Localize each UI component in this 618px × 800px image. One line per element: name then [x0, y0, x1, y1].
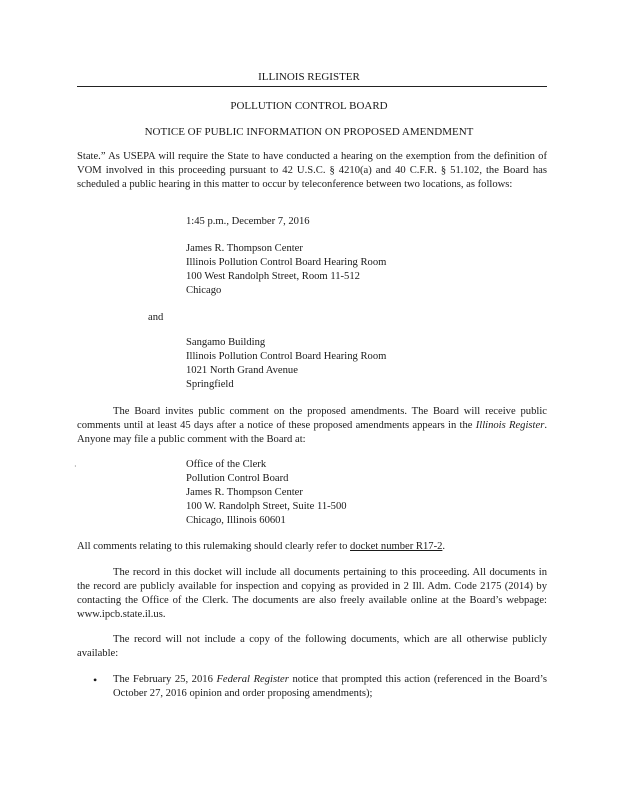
bullet-text-start: The February 25, 2016 — [113, 674, 217, 685]
bullet-text-end: notice that prompted this action (referenced in the Board’s October 27, 2016 opinion and order proposing amendments); — [113, 674, 547, 699]
address-line: 100 W. Randolph Street, Suite 11-500 — [186, 501, 347, 512]
header-rule — [77, 86, 547, 87]
address-line: Illinois Pollution Control Board Hearing Room — [186, 351, 387, 362]
address-line: Pollution Control Board — [186, 473, 289, 484]
notice-title: NOTICE OF PUBLIC INFORMATION ON PROPOSED AMENDMENT — [144, 126, 474, 138]
docket-text: All comments relating to this rulemaking should clearly refer to — [77, 541, 351, 552]
and-connector: and — [148, 312, 164, 323]
address-line: Chicago — [186, 285, 222, 296]
docket-paragraph — [77, 540, 547, 554]
exclusion-paragraph: The record will not include a copy of the following documents, which are all otherwise publicly available: — [77, 634, 547, 659]
address-line: Springfield — [186, 379, 234, 390]
federal-register-italic: Federal Register — [216, 674, 289, 685]
docket-number: docket number R17-2 — [350, 541, 443, 552]
illinois-register-italic: Illinois Register — [475, 420, 545, 431]
comment-paragraph — [77, 405, 547, 447]
hearing-time: 1:45 p.m., December 7, 2016 — [186, 216, 310, 227]
hearing-location-chicago — [186, 242, 546, 298]
address-line: 1021 North Grand Avenue — [186, 365, 298, 376]
address-line: James R. Thompson Center — [186, 487, 303, 498]
comment-text: The Board invites public comment on the proposed amendments. The Board will receive public comments until at least 45 days after a notice of these proposed amendments appears in the — [77, 406, 547, 431]
address-line: 100 West Randolph Street, Room 11-512 — [186, 271, 360, 282]
intro-paragraph: State.” As USEPA will require the State to have conducted a hearing on the exemption from the definition of VOM involved in this proceeding pursuant to 42 U.S.C. § 4210(a) and 40 C.F.R. § 51.102, the Board has scheduled a public hearing in this matter to occur by teleconference between two locations, as follows: — [77, 151, 547, 190]
address-line: James R. Thompson Center — [186, 243, 303, 254]
bullet-marker: • — [93, 673, 98, 687]
clerk-address — [186, 458, 546, 528]
hearing-location-springfield — [186, 336, 546, 392]
agency-name: POLLUTION CONTROL BOARD — [230, 100, 388, 112]
bullet-item — [113, 673, 547, 701]
docket-end: . — [442, 541, 446, 552]
address-line: Sangamo Building — [186, 337, 266, 348]
address-line: Office of the Clerk — [186, 459, 267, 470]
address-line: Chicago, Illinois 60601 — [186, 515, 286, 526]
comment-text-end: . Anyone may file a public comment with the Board at: — [77, 420, 547, 445]
register-title: ILLINOIS REGISTER — [258, 71, 360, 83]
address-line: Illinois Pollution Control Board Hearing Room — [186, 257, 387, 268]
margin-mark: · — [74, 462, 77, 471]
record-paragraph: The record in this docket will include all documents pertaining to this proceeding. All documents in the record are publicly available for inspection and copying as provided in 2 Ill. Adm. Code 2175 (2014) by contacting the Office of the Clerk. The documents are also freely available online at the Board’s webpage: www.ipcb.state.il.us. — [77, 567, 547, 620]
